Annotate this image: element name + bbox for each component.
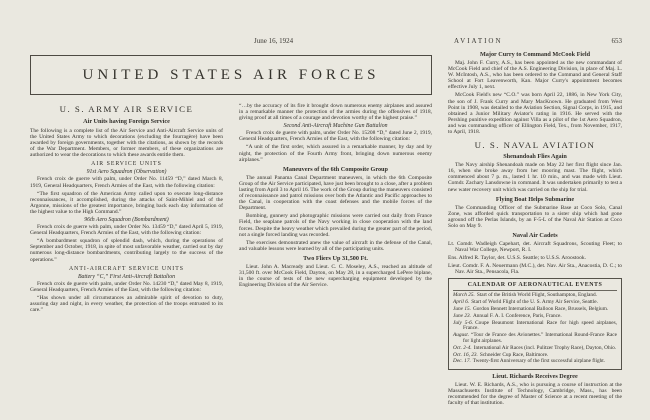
citation-continuation: “…by the accuracy of its fire it brought down numerous enemy airplanes and assured in a remarkable manner the protection of the armies during the offensives of 1918, giving proof at all times of a courage and devotion worthy of the highest praise.” — [239, 103, 432, 122]
unit-award-paragraph: French croix de guerre with palm, under Order No. 11459 “D,” dated March 8, 1919, General Headquarters, French Armies of the East, with the following citation: — [30, 176, 223, 189]
flying-boat-article-heading: Flying Boat Helps Submarine — [495, 195, 575, 203]
army-subheading: Air Units having Foreign Service — [83, 118, 170, 125]
maneuvers-paragraph: The exercises demonstrated anew the value of aircraft in the defense of the Canal, and valuable lessons were learned by all of the participating units. — [239, 239, 432, 252]
curry-article-heading: Major Curry to Command McCook Field — [479, 51, 591, 58]
calendar-event-description: Schneider Cup Race, Baltimore. — [479, 351, 549, 358]
calendar-event-description: Gordon Bennett International Balloon Race, Brussels, Belgium. — [472, 306, 609, 313]
page-number: 653 — [611, 37, 622, 45]
unit-citation: “A unit of the first order, which assured in a remarkable manner, by day and by night, the protection of the Fourth Army front, bringing down numerous enemy airplanes.” — [239, 144, 432, 163]
richards-article-heading: Lieut. Richards Receives Degree — [492, 373, 578, 381]
air-service-units-heading: AIR SERVICE UNITS — [91, 161, 162, 168]
altitude-article-heading: Two Fliers Up 31,500 Ft. — [303, 254, 368, 262]
curry-paragraph: Maj. John F. Curry, A.S., has been appointed as the new commandant of McCook Field and chief of the A.S. Engineering Division, in place of Maj. L. W. McIntosh, A.S., who has been ordered to the Command and General Staff School at Fort Leavenworth, Kan. Major Curry's appointment becomes effective July 1, next. — [448, 60, 622, 91]
naval-order-item: Lieut. Comdr. F. A. Neuermann (M.C.), det. Nav. Air Sta., Anacostia, D. C.; to Nav. Air Sta., Pensacola, Fla. — [448, 263, 622, 276]
calendar-event-description: Twenty-first Anniversary of the first successful airplane flight. — [472, 358, 606, 365]
calendar-event-date: April 6. — [453, 299, 470, 306]
calendar-event-description: International Air Races (incl. Pulitzer Trophy Race), Dayton, Ohio. — [473, 344, 617, 351]
unit-name: 96th Aero Squadron (Bombardment) — [84, 217, 169, 224]
unit-name: Battery “C,” First Anti-Aircraft Battalion — [77, 273, 176, 280]
unit-citation: “The first squadron of the American Army called upon to execute long-distance reconnaissances, it accomplished, during the attacks of Saint-Mihiel and of the Argonne, missions of the greatest importance, bringing back each day information of the highest value to the High Command.” — [30, 190, 223, 215]
unit-award-paragraph: French croix de guerre with palm, under Order No. 15208 “D,” dated June 2, 1919, General Headquarters, French Armies of the East, with the following citation: — [239, 130, 432, 143]
calendar-event-date: Oct. 16, 23. — [453, 351, 478, 358]
maneuvers-paragraph: The annual Panama Canal Department maneuvers, in which the 6th Composite Group of the Air Service participated, have just been brought to a close, after a problem lasting from April 3 to April 16. The work of the Group during the maneuvers consisted of reconnaissance and patrol missions over both the Atlantic and Pacific approaches to the Canal, in cooperation with the coast defenses and the mobile forces of the Department. — [239, 174, 432, 212]
naval-order-item: Ens. Alfred R. Taylor, det. U.S.S. Seattle; to U.S.S. Aroostook. — [448, 255, 587, 262]
army-section-heading: U. S. ARMY AIR SERVICE — [59, 104, 194, 114]
calendar-title: CALENDAR OF AERONAUTICAL EVENTS — [453, 282, 617, 291]
right-column — [448, 50, 622, 412]
calendar-event-description: “Tour de France des Avionettes.” International Round-France Race for light airplanes. — [463, 332, 617, 345]
calendar-event — [453, 321, 617, 333]
calendar-event-date: June 15. — [453, 306, 471, 313]
unit-name: 91st Aero Squadron (Observation) — [86, 169, 167, 176]
calendar-box — [448, 278, 622, 370]
calendar-event-date: July 5-6. — [453, 319, 474, 326]
left-column — [30, 103, 223, 412]
middle-column — [239, 103, 432, 412]
calendar-event-description: Coupe Beaumont International Race for high speed airplanes, France. — [463, 319, 617, 332]
calendar-event-date: Dec. 17. — [453, 358, 471, 365]
unit-citation: “Has shown under all circumstances an admirable spirit of devotion to duty, assuring day and night, in every weather, the protection of the troops entrusted to its care.” — [30, 294, 223, 313]
calendar-event — [453, 359, 617, 365]
calendar-event-description: Annual F. A. I. Conference, Paris, France. — [472, 312, 562, 319]
running-head — [30, 37, 622, 47]
calendar-event — [453, 333, 617, 345]
naval-orders-heading: Naval Air Cadets — [512, 231, 558, 239]
calendar-event-date: Oct. 2-4. — [453, 344, 472, 351]
anti-aircraft-units-heading: ANTI-AIRCRAFT SERVICE UNITS — [69, 265, 184, 272]
naval-section-heading: U. S. NAVAL AVIATION — [474, 140, 596, 151]
calendar-event-date: March 25. — [453, 292, 475, 299]
curry-paragraph: McCook Field's new “C.O.” was born April 22, 1886, in New York City, the son of J. Frank Curry and Mary MacKnown. He graduated from West Point in 1908, was detailed to the Aviation Section, Signal Corps, in 1915, and obtained a Junior Military Aviator's rating in 1916. He served with the Pershing punitive expedition against Villa as a pilot of the 1st Aero Squadron, and was commanding officer of Ellington Field, Tex., from November, 1917, to April, 1918. — [448, 92, 622, 136]
intro-paragraph: The following is a complete list of the Air Service and Anti-Aircraft Service units of the United States Army to which decorations (excluding the fourragère) have been awarded by foreign governments, together with the citations, as shown by the records of the War Department. Members, or former members, of these organizations are authorized to wear the decorations to which these awards entitle them. — [30, 128, 223, 159]
unit-name: Second Anti-Aircraft Machine Gun Battalion — [283, 123, 388, 130]
maneuvers-article-heading: Maneuvers of the 6th Composite Group — [283, 165, 388, 173]
maneuvers-paragraph: Bombing, gunnery and photographic missions were carried out daily from France Field, the seaplane patrols of the Navy working in close cooperation with the land forces. Despite the heavy weather which prevailed during the greater part of the period, not a single forced landing was recorded. — [239, 213, 432, 238]
altitude-paragraph: Lieut. John A. Macready and Lieut. C. C. Moseley, A.S., reached an altitude of 31,500 ft. over McCook Field, Dayton, on May 28, in a supercharged LePere biplane, in the course of tests of the new supercharging equipment developed by the Engineering Division of the Air Service. — [239, 263, 432, 289]
department-masthead-box — [30, 55, 432, 95]
issue-date: June 16, 1924 — [254, 37, 294, 45]
calendar-event-description: Start of the British World Flight, Southampton, England. — [476, 292, 597, 299]
calendar-event-description: Start of World Flight of the U. S. Army Air Service, Seattle. — [471, 299, 598, 306]
unit-award-paragraph: French croix de guerre with palm, under Order No. 14230 “D,” dated May 8, 1919, General Headquarters, French Armies of the East, with the following citation: — [30, 280, 223, 293]
unit-award-paragraph: French croix de guerre with palm, under Order No. 13459 “D,” dated April 5, 1919, General Headquarters, French Armies of the East, with the following citation: — [30, 224, 223, 237]
calendar-event-date: June 23. — [453, 312, 471, 319]
unit-citation: “A bombardment squadron of splendid dash, which, during the operations of September and October, 1918, in spite of most unfavorable weather, carried out by day numerous long-distance bombardments, contributing largely to the success of the operations.” — [30, 238, 223, 263]
naval-order-item: Lt. Comdr. Wadleigh Capehart, det. Aircraft Squadrons, Scouting Fleet; to Naval War College, Newport, R. I. — [448, 240, 622, 254]
journal-title: AVIATION — [454, 37, 503, 45]
flying-boat-paragraph: The Commanding Officer of the Submarine Base at Coco Solo, Canal Zone, was afforded quick transportation to a sister ship which had gone aground off the Perlas Islands, by an F-5-L of the Naval Air Station at Coco Solo on May 9. — [448, 204, 622, 229]
masthead-title: UNITED STATES AIR FORCES — [82, 66, 380, 83]
shenandoah-article-heading: Shenandoah Flies Again — [503, 153, 567, 161]
richards-paragraph: Lieut. W. E. Richards, A.S., who is pursuing a course of instruction at the Massachusetts Institute of Technology, Cambridge, Mass., has been recommended for the degree of Master of Science at a recent meeting of the faculty of that institution. — [448, 382, 622, 407]
shenandoah-paragraph: The Navy airship Shenandoah made on May 22 her first flight since Jan. 16, when she broke away from her mooring mast. The flight, which commenced about 7 p. m., lasted 1 hr. 10 min., and was made with Lieut. Comdr. Zachary Lansdowne in command. It was undertaken primarily to test a new water recovery unit which was carried on the ship for trial. — [448, 162, 622, 193]
calendar-event-date: August. — [453, 332, 470, 339]
